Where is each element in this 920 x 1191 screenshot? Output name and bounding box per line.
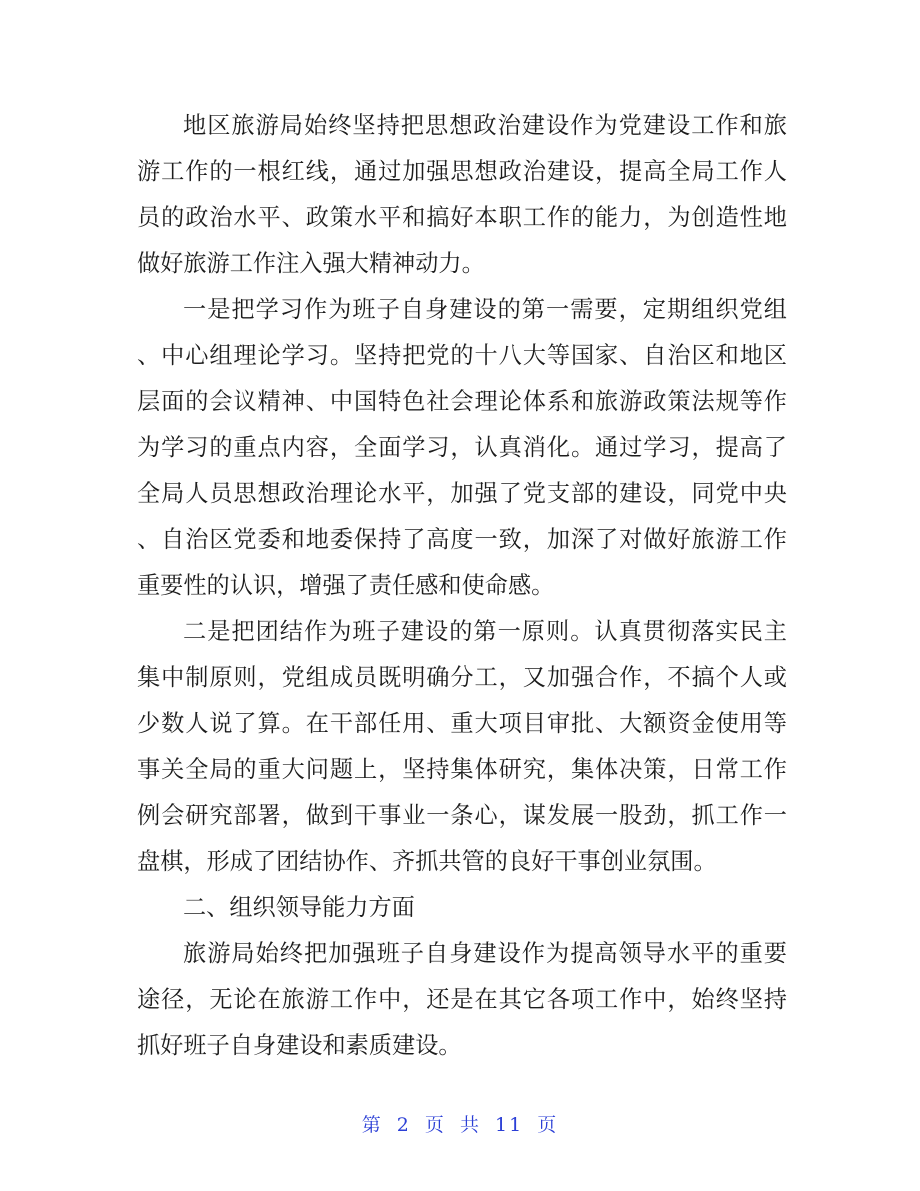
paragraph-3-line-3: 少数人说了算。在干部任用、重大项目审批、大额资金使用等 <box>137 710 787 737</box>
paragraph-2-line-4: 为学习的重点内容，全面学习，认真消化。通过学习，提高了 <box>137 434 787 461</box>
section-heading: 二、组织领导能力方面 <box>183 894 415 921</box>
page-number-footer: 第 2 页 共 11 页 <box>361 1114 559 1136</box>
paragraph-2-line-7: 重要性的认识，增强了责任感和使命感。 <box>137 572 555 599</box>
paragraph-2-line-3: 层面的会议精神、中国特色社会理论体系和旅游政策法规等作 <box>137 388 787 415</box>
document-body <box>137 103 787 1069</box>
paragraph-1-line-2: 游工作的一根红线，通过加强思想政治建设，提高全局工作人 <box>137 158 787 185</box>
paragraph-1-line-1: 地区旅游局始终坚持把思想政治建设作为党建设工作和旅 <box>183 112 787 139</box>
paragraph-3-line-4: 事关全局的重大问题上，坚持集体研究，集体决策，日常工作 <box>137 756 787 783</box>
paragraph-2-line-1: 一是把学习作为班子自身建设的第一需要，定期组织党组 <box>183 296 787 323</box>
paragraph-1-line-4: 做好旅游工作注入强大精神动力。 <box>137 250 485 277</box>
paragraph-2-line-2: 、中心组理论学习。坚持把党的十八大等国家、自治区和地区 <box>137 342 787 369</box>
paragraph-1-line-3: 员的政治水平、政策水平和搞好本职工作的能力，为创造性地 <box>137 204 787 231</box>
paragraph-4-line-1: 旅游局始终把加强班子自身建设作为提高领导水平的重要 <box>183 940 787 967</box>
paragraph-4-line-2: 途径，无论在旅游工作中，还是在其它各项工作中，始终坚持 <box>137 986 787 1013</box>
paragraph-3-line-1: 二是把团结作为班子建设的第一原则。认真贯彻落实民主 <box>183 618 787 645</box>
paragraph-4-line-3: 抓好班子自身建设和素质建设。 <box>137 1032 462 1059</box>
paragraph-3-line-6: 盘棋，形成了团结协作、齐抓共管的良好干事创业氛围。 <box>137 848 717 875</box>
paragraph-2-line-6: 、自治区党委和地委保持了高度一致，加深了对做好旅游工作 <box>137 526 787 553</box>
paragraph-2-line-5: 全局人员思想政治理论水平，加强了党支部的建设，同党中央 <box>137 480 787 507</box>
paragraph-3-line-2: 集中制原则，党组成员既明确分工，又加强合作，不搞个人或 <box>137 664 787 691</box>
paragraph-3-line-5: 例会研究部署，做到干事业一条心，谋发展一股劲，抓工作一 <box>137 802 787 829</box>
